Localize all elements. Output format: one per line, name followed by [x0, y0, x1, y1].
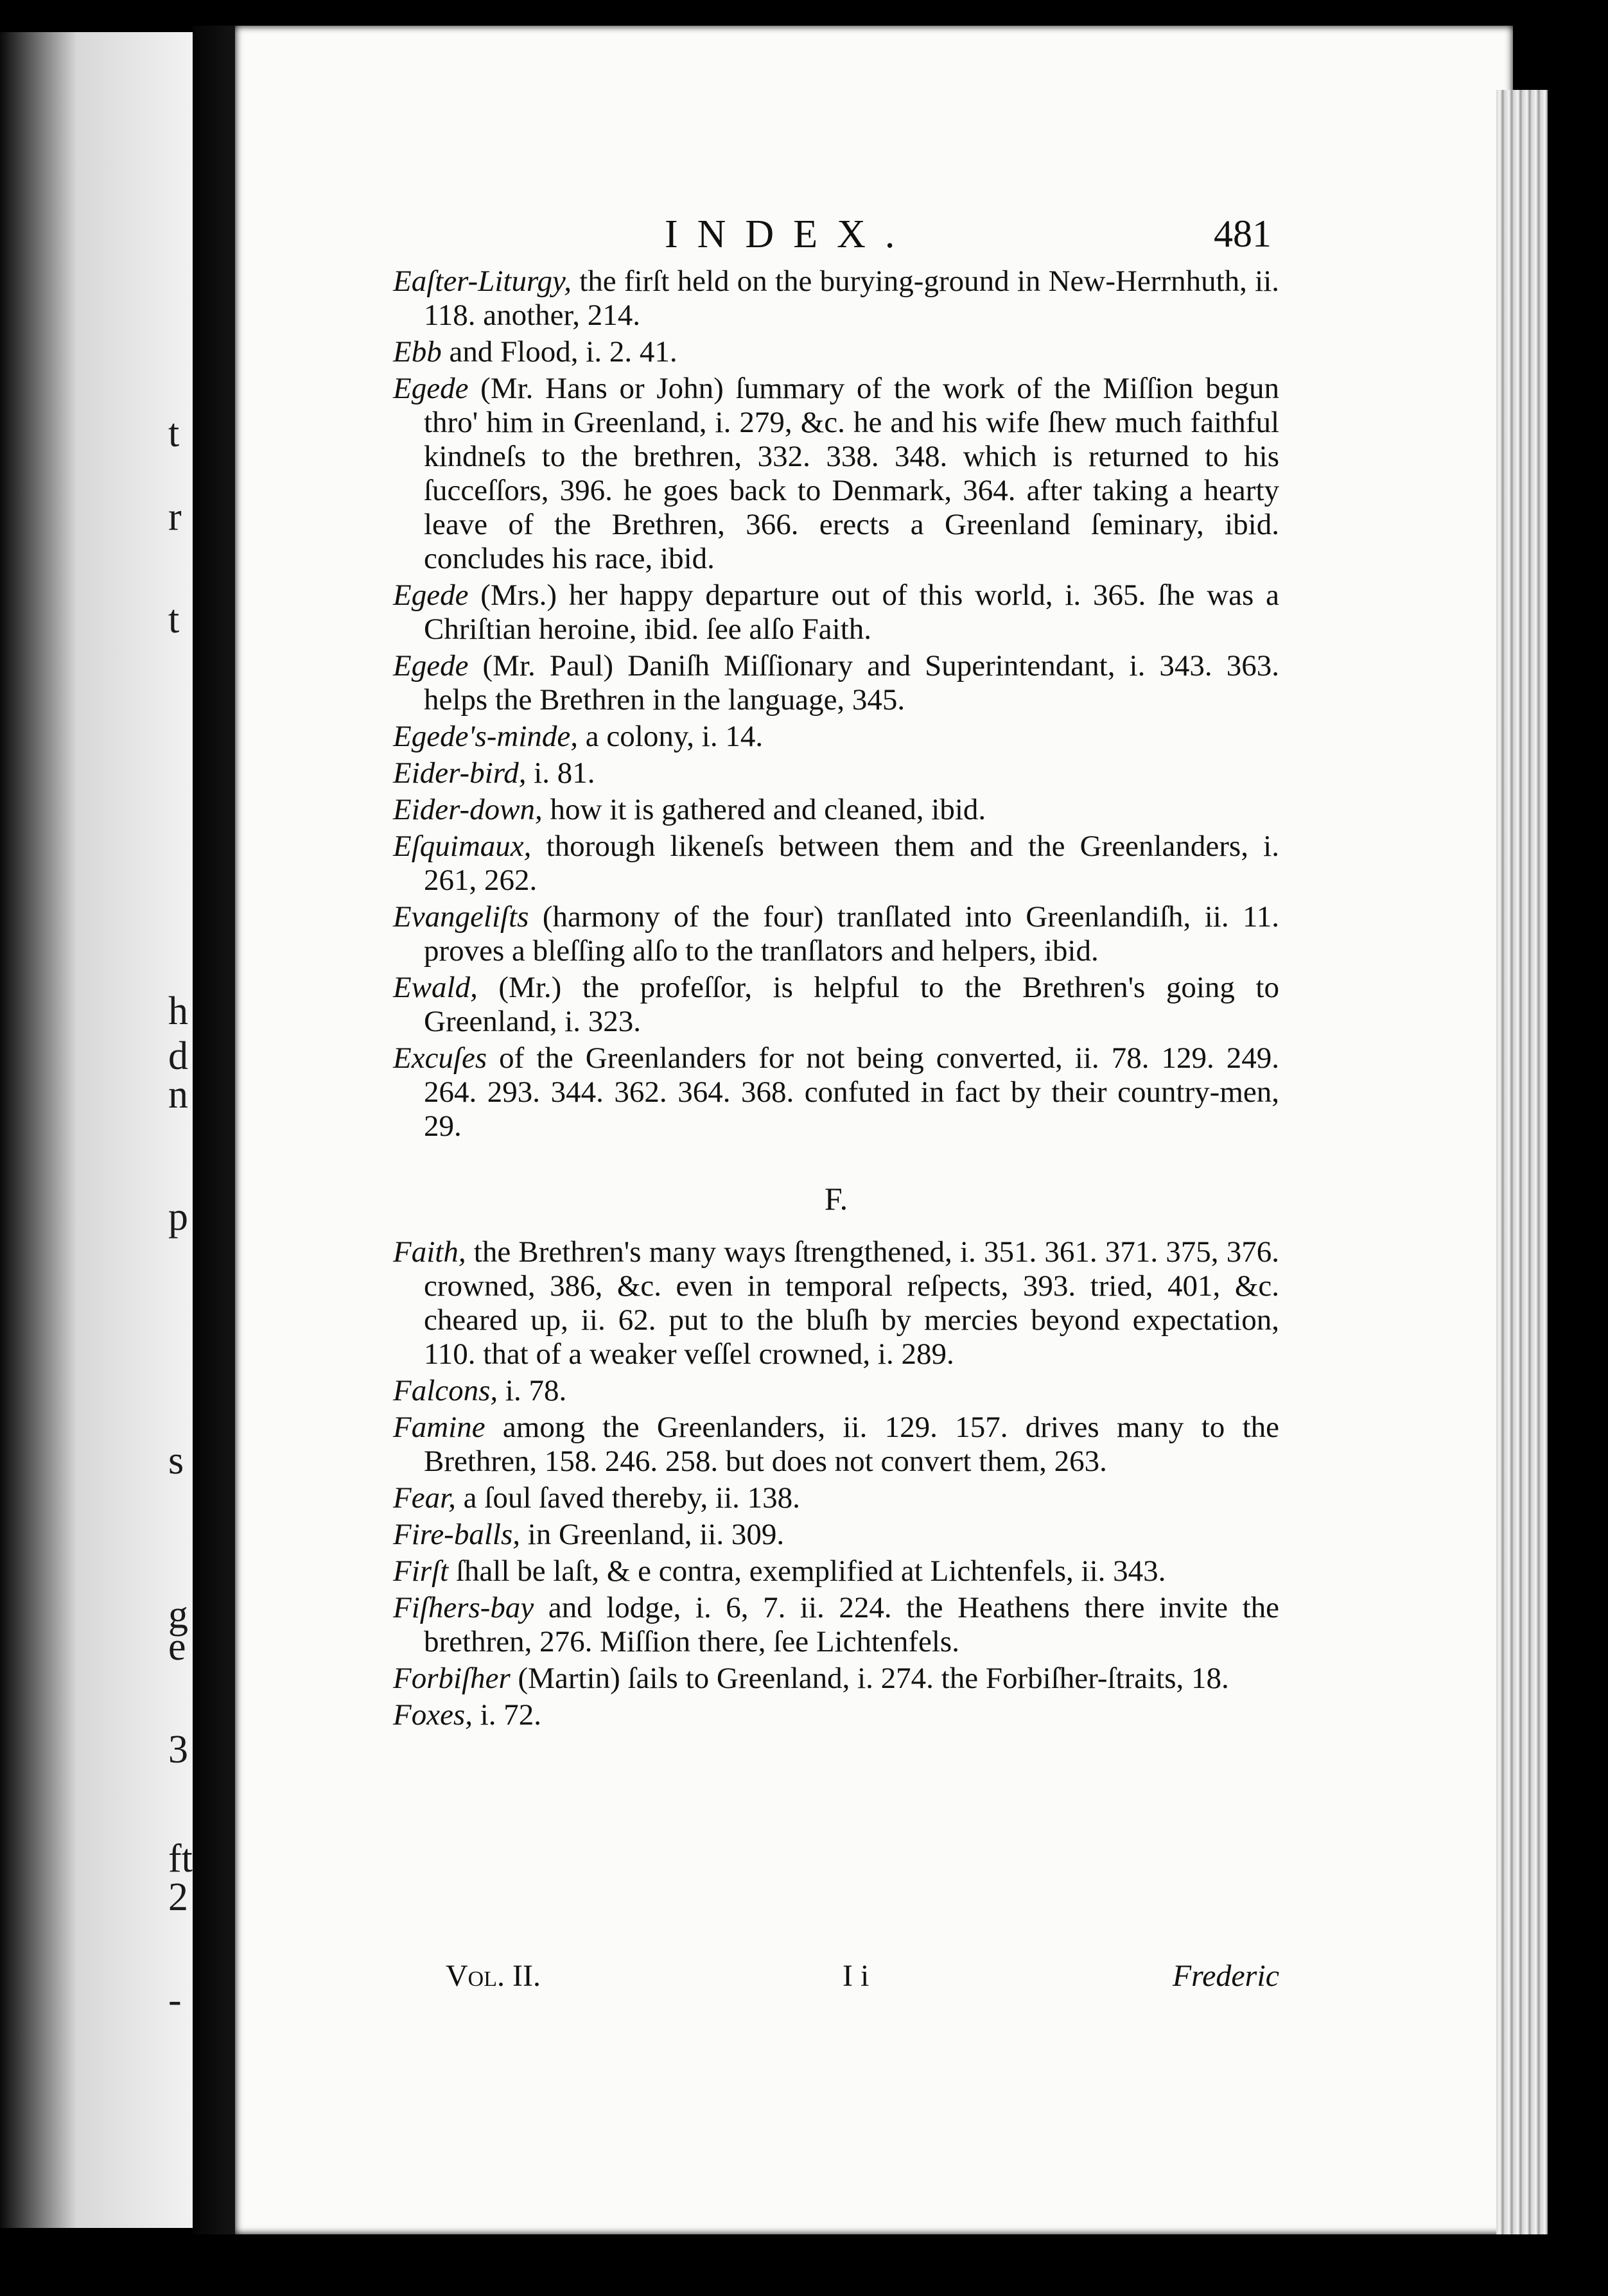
index-entry — [393, 372, 1279, 576]
index-entry — [393, 1041, 1279, 1144]
entry-headword: Excuſes — [393, 1041, 487, 1075]
left-page-fragment: p — [168, 1195, 188, 1239]
entry-headword: Firſt — [393, 1554, 449, 1588]
entry-text: of the Greenlanders for not being converted, ii. 78. 129. 249. 264. 293. 344. 362. 364. 368. confuted in fact by their country-men, 29. — [424, 1041, 1279, 1143]
index-entry — [393, 1554, 1279, 1588]
entry-headword: Eſquimaux, — [393, 830, 532, 863]
left-page-fragment: t — [168, 412, 180, 455]
entry-headword: Famine — [393, 1411, 485, 1444]
index-entry — [393, 1411, 1279, 1479]
volume-label: Vol. II. — [446, 1959, 541, 1993]
entry-headword: Ewald, — [393, 971, 478, 1004]
entry-headword: Foxes, — [393, 1698, 473, 1732]
index-entry — [393, 900, 1279, 968]
entry-text: a ſoul ſaved thereby, ii. 138. — [455, 1481, 800, 1515]
left-page-fragment: - — [168, 1978, 182, 2022]
entry-headword: Forbiſher — [393, 1662, 511, 1695]
index-entry — [393, 1591, 1279, 1659]
left-page-fragment: t — [168, 598, 180, 641]
running-header — [392, 212, 1272, 263]
entry-text: (Martin) ſails to Greenland, i. 274. the Forbiſher-ſtraits, 18. — [510, 1662, 1229, 1695]
left-page-fragment: d — [168, 1034, 188, 1078]
left-page-fragment: h — [168, 989, 188, 1033]
entry-headword: Eider-bird, — [393, 756, 527, 790]
entry-text: among the Greenlanders, ii. 129. 157. drives many to the Brethren, 158. 246. 258. but does not convert them, 263. — [424, 1411, 1279, 1478]
entry-headword: Falcons, — [393, 1374, 498, 1407]
entries-section-f — [393, 1235, 1279, 1732]
index-entry — [393, 265, 1279, 333]
index-entry — [393, 1698, 1279, 1732]
index-entry — [393, 756, 1279, 790]
entry-headword: Egede — [393, 578, 469, 612]
entry-text: thorough likeneſs between them and the Greenlanders, i. 261, 262. — [424, 830, 1279, 897]
entry-text: ſhall be laſt, & e contra, exemplified at Lichtenfels, ii. 343. — [448, 1554, 1166, 1588]
entry-text: (Mr.) the profeſſor, is helpful to the Brethren's going to Greenland, i. 323. — [424, 971, 1279, 1038]
entry-headword: Ebb — [393, 335, 442, 369]
index-entry — [393, 1374, 1279, 1408]
index-entry — [393, 1235, 1279, 1371]
entry-text: the Brethren's many ways ſtrengthened, i. 351. 361. 371. 375, 376. crowned, 386, &c. even in temporal reſpects, 393. tried, 401, &c. cheared up, ii. 62. put to the bluſh by mercies beyond expectation, 110. that of a weaker veſſel crowned, i. 289. — [424, 1235, 1279, 1371]
left-page-fragment: r — [168, 495, 182, 539]
index-entry — [393, 830, 1279, 898]
entry-headword: Fire-balls, — [393, 1518, 520, 1551]
entry-headword: Faith, — [393, 1235, 466, 1269]
index-entry — [393, 335, 1279, 369]
entry-headword: Eider-down, — [393, 793, 543, 826]
signature-mark: I i — [843, 1959, 870, 1993]
entries-section-e — [393, 265, 1279, 1144]
entry-headword: Fiſhers-bay — [393, 1591, 534, 1624]
entry-text: i. 78. — [498, 1374, 567, 1407]
index-entries — [393, 265, 1279, 1735]
entry-text: the firſt held on the burying-ground in New-Herrnhuth, ii. 118. another, 214. — [424, 265, 1279, 332]
entry-text: i. 72. — [472, 1698, 542, 1732]
index-entry — [393, 720, 1279, 754]
index-entry — [393, 1518, 1279, 1552]
book-gutter — [193, 26, 238, 2234]
page-number: 481 — [1214, 213, 1272, 255]
entry-text: (Mr. Hans or John) ſummary of the work of the Miſſion begun thro' him in Greenland, i. 279, &c. he and his wife ſhew much faithful kindneſs to the brethren, 332. 338. 348. which is returned to his ſucceſſors, 396. he goes back to Denmark, 364. after taking a hearty leave of the Brethren, 366. erects a Greenland ſeminary, ibid. concludes his race, ibid. — [424, 372, 1279, 575]
entry-headword: Egede — [393, 649, 469, 683]
entry-text: (Mr. Paul) Daniſh Miſſionary and Superintendant, i. 343. 363. helps the Brethren in the language, 345. — [424, 649, 1279, 717]
entry-headword: Eaſter-Liturgy, — [393, 265, 572, 298]
left-page-fragment: g — [168, 1593, 188, 1637]
index-entry — [393, 1662, 1279, 1696]
index-entry — [393, 578, 1279, 647]
index-entry — [393, 793, 1279, 827]
page-stack-edge — [1496, 90, 1548, 2234]
header-title: INDEX. — [665, 213, 914, 256]
entry-text: and lodge, i. 6, 7. ii. 224. the Heathens there invite the brethren, 276. Miſſion there, ſee Lichtenfels. — [424, 1591, 1279, 1658]
page-footer — [393, 1958, 1279, 2003]
left-page-fragment: 3 — [168, 1728, 188, 1771]
left-page-edge — [0, 32, 193, 2228]
left-page-fragment: n — [168, 1073, 188, 1117]
entry-text: a colony, i. 14. — [578, 720, 764, 753]
entry-text: in Greenland, ii. 309. — [520, 1518, 785, 1551]
section-letter: F. — [824, 1181, 848, 1217]
left-page-fragment: 2 — [168, 1875, 188, 1919]
entry-text: and Flood, i. 2. 41. — [441, 335, 677, 369]
entry-text: (harmony of the four) tranſlated into Greenlandiſh, ii. 11. proves a bleſſing alſo to the tranſlators and helpers, ibid. — [424, 900, 1279, 968]
left-page-fragment: s — [168, 1439, 184, 1483]
entry-text: (Mrs.) her happy departure out of this world, i. 365. ſhe was a Chriſtian heroine, ibid. ſee alſo Faith. — [424, 578, 1279, 646]
index-entry — [393, 649, 1279, 717]
entry-text: how it is gathered and cleaned, ibid. — [542, 793, 986, 826]
index-entry — [393, 1481, 1279, 1515]
entry-headword: Evangeliſts — [393, 900, 529, 934]
index-entry — [393, 971, 1279, 1039]
entry-headword: Egede — [393, 372, 469, 405]
catchword: Frederic — [1172, 1959, 1279, 1993]
entry-headword: Fear, — [393, 1481, 456, 1515]
entry-headword: Egede's-minde, — [393, 720, 579, 753]
left-page-fragment: e — [168, 1625, 186, 1669]
left-page-fragment: ft — [168, 1837, 193, 1881]
entry-text: i. 81. — [526, 756, 595, 790]
